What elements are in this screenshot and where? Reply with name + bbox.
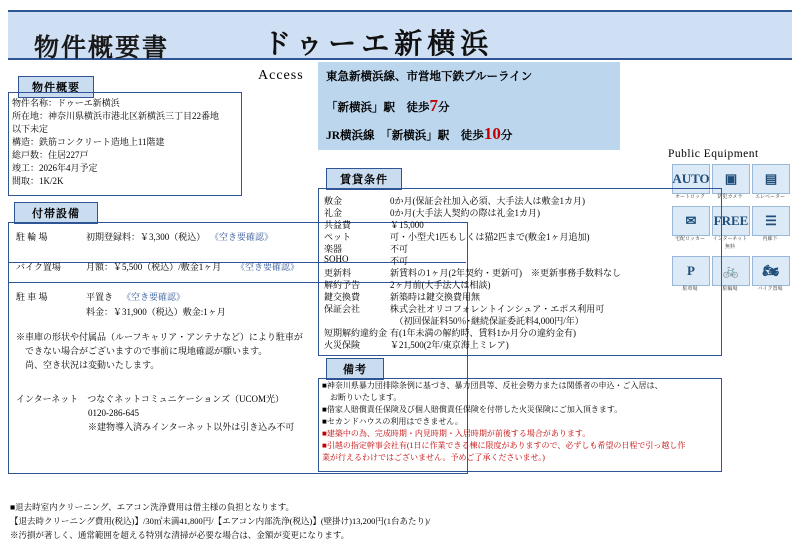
rent-term-value: 0か月(保証会社加入必須、大手法人は敷金1カ月) [390,196,585,206]
equipment-caption: 駐輪場 [722,287,738,292]
access-line-1: 東急新横浜線、市営地下鉄ブルーライン [326,71,533,83]
equipment-caption: オートロック [675,195,705,200]
access-line-3-text: JR横浜線 「新横浜」駅 徒歩 [326,130,484,142]
rent-term-name: 共益費 [324,220,352,230]
rent-term-name: SOHO [324,254,349,264]
rent-term-value: 不可 [390,244,409,254]
remark-line: お断りいたします。 [322,393,402,402]
equipment-caption: インターネット無料 [712,237,748,250]
footer-line: 【退去時クリーニング費用(税込)】/30㎡未満41,800円/【エアコン内部洗浄(税込)】(壁掛け)13,200円(1台あたり)/ [10,516,431,526]
remark-line: ■借家人賠償責任保険及び個人賠償責任保険を付帯した火災保険にご加入頂きます。 [322,405,623,414]
overview-row: 構造：鉄筋コンクリート造地上11階建 [12,137,165,147]
rent-term-name: 解約予告 [324,280,361,290]
section-label-overview: 物件概要 [18,76,94,98]
rent-term-name: 礼金 [324,208,343,218]
free-internet-icon: FREE [712,206,750,236]
rent-term-value: 新賃料の1ヶ月(2年契約・更新可) ※更新事務手数料なし [390,268,621,278]
facility-name: 駐 輪 場 [16,232,48,242]
rent-term-name: 鍵交換費 [324,292,361,302]
equipment-caption: バイク置場 [757,287,783,292]
delivery-box-icon: ✉ [672,206,710,236]
elevator-icon: ▤ [752,164,790,194]
page-title: 物件概要書 [34,35,170,62]
access-line-2-suffix: 分 [438,102,450,114]
rent-term-value: （初回保証料50％･継続保証委託料4,000円/年） [390,316,584,326]
internet-line: インターネット つなぐネットコミュニケーションズ（UCOM光） [16,394,285,404]
motorcycle-icon: 🏍 [752,256,790,286]
overview-row: 物件名称：ドゥーエ新横浜 [12,98,120,108]
equipment-caption: 内廊下 [762,237,778,242]
rent-term-value: 有(1年未満の解約時、賃料1か月分の違約金有) [390,328,576,338]
remark-line: ■神奈川県暴力団排除条例に基づき、暴力団員等、反社会勢力または関係者の申込・ご入居は、 [322,381,663,390]
overview-row: 所在地：神奈川県横浜市港北区新横浜三丁目22番地 [12,111,220,121]
rent-term-name: 更新料 [324,268,352,278]
rent-term-value: 可・小型犬1匹もしくは猫2匹まで(敷金1ヶ月追加) [390,232,590,242]
rent-term-name: 火災保険 [324,340,361,350]
access-line-3 [326,124,512,144]
remark-line: 業が行えるわけではございません。予めご了承くださいませ。) [322,453,545,462]
facility-note-line: できない場合がございますので事前に現地確認が願います。 [16,346,268,356]
access-label: Access [258,68,304,83]
access-walk-minutes-1: 7 [429,96,438,115]
access-walk-minutes-2: 10 [483,124,501,143]
internet-line: ※建物導入済みインターネット以外は引き込み不可 [16,422,295,432]
facility-note-line: ※車庫の形状や付属品（ルーフキャリア・アンテナなど）により駐車が [16,332,303,342]
equipment-caption: エレベーター [754,195,785,200]
rent-term-value: 新築時は鍵交換費用無 [390,292,481,302]
equipment-item-elevator [752,164,788,202]
auto-lock-icon: AUTO [672,164,710,194]
rent-term-name: ペット [324,232,352,242]
rent-term-value: ￥21,500(2年/東京海上ミレア) [390,340,509,350]
facility-value: 初期登録料：￥3,300（税込） [86,232,206,242]
remark-line: ■セカンドハウスの利用はできません。 [322,417,463,426]
overview-row: 総戸数：住居227戸 [12,150,89,160]
rent-term-value: 株式会社オリコフォレントインシュア・エポス利用可 [390,304,605,314]
security-camera-icon: ▣ [712,164,750,194]
facility-name: バイク置場 [16,262,61,272]
section-label-rent-terms: 賃貸条件 [326,168,402,190]
equipment-caption: 防犯カメラ [717,195,743,200]
footer [10,500,790,542]
rent-term-name: 敷金 [324,196,343,206]
footer-line: ■退去時室内クリーニング、エアコン洗浄費用は借主様の負担となります。 [10,502,295,512]
inner-corridor-icon: ☰ [752,206,790,236]
overview-row: 以下未定 [12,124,49,134]
rent-term-value: 2ヶ月前(大手法人は相談) [390,280,491,290]
rent-term-name: 楽器 [324,244,343,254]
facility-note-line: 尚、空き状況は変動いたします。 [16,360,160,370]
facility-name: 駐 車 場 [16,292,48,302]
internet-line: 0120-286-645 [16,408,139,418]
bicycle-icon: 🚲 [712,256,750,286]
public-equipment-title: Public Equipment [668,148,759,160]
equipment-item-inner-corridor [752,206,788,252]
facility-value: 平置き [86,292,114,302]
rent-term-name: 保証会社 [324,304,361,314]
property-name: ドゥーエ新横浜 [263,29,494,60]
equipment-caption: 宅配ロッカー [675,237,705,242]
rent-term-value: 不可 [390,256,409,266]
parking-icon: P [672,256,710,286]
remark-line: ■引越の指定幹事会社有(1日に作業できる棟に限度がありますので、必ずしも希望の日程で引っ越し作 [322,441,686,450]
facility-note: 《空き要確認》 [210,232,274,242]
access-line-2 [326,96,450,116]
rent-term-value: ￥15,000 [390,220,424,230]
access-line-2-text: 「新横浜」駅 徒歩 [326,102,430,114]
overview-row: 竣工：2026年4月予定 [12,163,98,173]
equipment-item-motorcycle-parking [752,256,788,294]
footer-line: ※汚損が著しく、通常範囲を超える特別な清掃が必要な場合は、金額が変更になります。 [10,530,350,540]
document-header [8,10,792,60]
remark-line: ■建築中の為、完成時期・内見時期・入居時期が前後する場合があります。 [322,429,591,438]
rent-term-value: 0か月(大手法人契約の際は礼金1カ月) [390,208,540,218]
facility-note: 《空き要確認》 [122,292,186,302]
equipment-caption: 駐車場 [682,287,698,292]
rent-term-name: 短期解約違約金 [324,328,388,338]
section-label-remarks: 備考 [326,358,384,380]
facility-value: 月額：￥5,500（税込）/敷金1ヶ月 [86,262,231,272]
facility-note: 《空き要確認》 [236,262,300,272]
section-label-facilities: 付帯設備 [14,202,98,224]
overview-row: 間取：1K/2K [12,176,64,186]
facility-value: 料金：￥31,900（税込）敷金:1ヶ月 [86,307,226,317]
access-line-3-suffix: 分 [500,130,513,142]
